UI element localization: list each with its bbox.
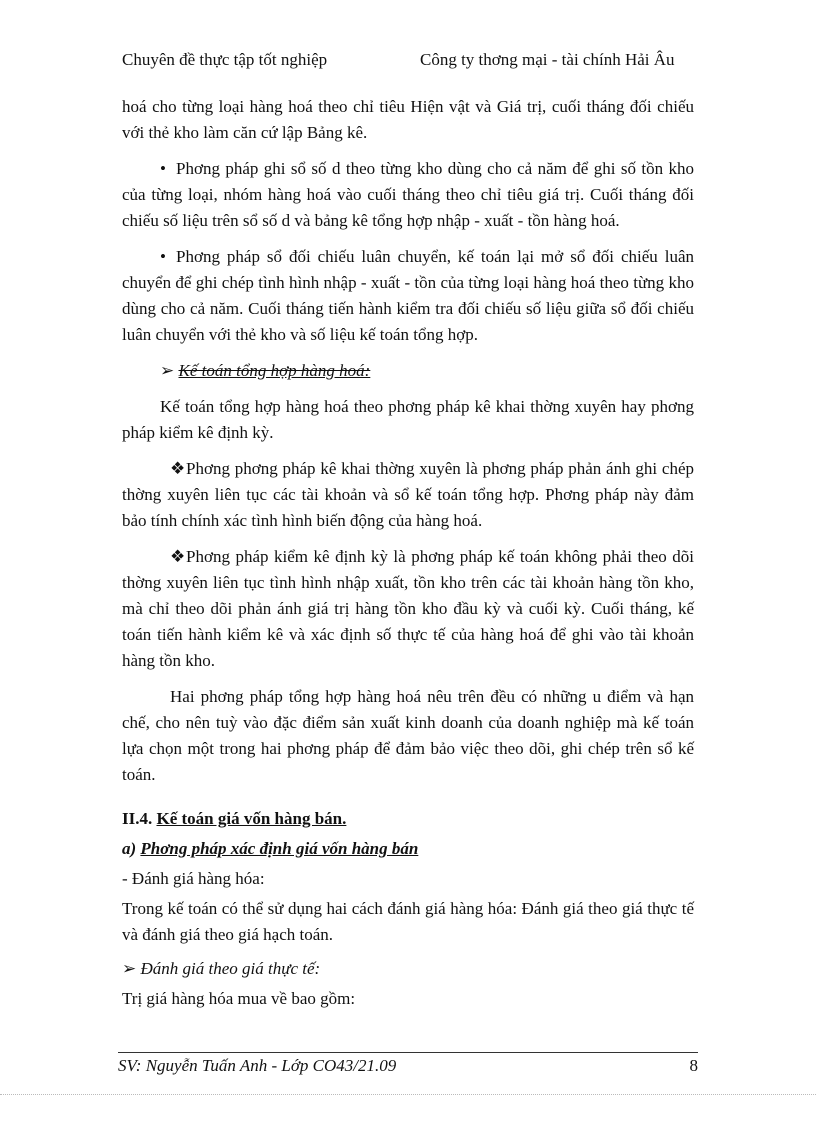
- bullet-icon: •: [160, 159, 166, 178]
- paragraph-bullet: • Phơng pháp ghi sổ số d theo từng kho dùng cho cả năm để ghi số tồn kho của từng loại, nhóm hàng hoá vào cuối tháng theo chỉ tiêu giá trị. Cuối tháng đối chiếu số liệu trên sổ số d và bảng kê tổng hợp nhập - xuất - tồn hàng hoá.: [122, 156, 694, 234]
- paragraph: Trong kế toán có thể sử dụng hai cách đánh giá hàng hóa: Đánh giá theo giá thực tế và đánh giá theo giá hạch toán.: [122, 899, 694, 944]
- footer-rule: [118, 1052, 698, 1053]
- section-heading: II.4. Kế toán giá vốn hàng bán.: [122, 809, 347, 828]
- header-right: Công ty thơng mại - tài chính Hải Âu: [420, 50, 675, 69]
- paragraph: Hai phơng pháp tổng hợp hàng hoá nêu trên đều có những u điểm và hạn chế, cho nên tuỳ vào đặc điểm sản xuất kinh doanh của doanh nghiệp mà kế toán lựa chọn một trong hai phơng pháp để đảm bảo việc theo dõi, ghi chép trên sổ kế toán.: [122, 687, 694, 784]
- footer-author: SV: Nguyễn Tuấn Anh - Lớp CO43/21.09: [118, 1056, 397, 1075]
- subsection-heading: a) Phơng pháp xác định giá vốn hàng bán: [122, 839, 419, 858]
- diamond-icon: ❖: [170, 459, 186, 478]
- paragraph-bullet: ❖Phơng pháp kiểm kê định kỳ là phơng pháp kế toán không phải theo dõi thờng xuyên liên tục tình hình nhập xuất, tồn kho trên các tài khoản hàng tồn kho, mà chỉ theo dõi phản ánh giá trị hàng tồn kho đầu kỳ và cuối kỳ. Cuối tháng, kế toán tiến hành kiểm kê và xác định số thực tế của hàng hoá để ghi vào tài khoản hàng tồn kho.: [122, 544, 694, 674]
- paragraph-bullet: • Phơng pháp sổ đối chiếu luân chuyển, kế toán lại mở sổ đối chiếu luân chuyển để ghi chép tình hình nhập - xuất - tồn của từng loại hàng hoá theo từng kho dùng cho cả năm. Cuối tháng tiến hành kiểm tra đối chiếu số liệu giữa sổ đối chiếu luân chuyển với thẻ kho và số liệu kế toán tổng hợp.: [122, 244, 694, 348]
- section-label: ➢ Kế toán tổng hợp hàng hoá:: [160, 361, 371, 380]
- arrow-icon: ➢: [160, 361, 175, 380]
- paragraph: hoá cho từng loại hàng hoá theo chỉ tiêu Hiện vật và Giá trị, cuối tháng đối chiếu với thẻ kho làm căn cứ lập Bảng kê.: [122, 97, 694, 142]
- page-number: 8: [689, 1056, 698, 1075]
- arrow-icon: ➢: [122, 959, 137, 978]
- section-label: ➢ Đánh giá theo giá thực tế:: [122, 959, 321, 978]
- page-header: [122, 50, 722, 74]
- header-left: Chuyên đề thực tập tốt nghiệp: [122, 50, 328, 69]
- document-body: [122, 94, 694, 1022]
- paragraph: Trị giá hàng hóa mua về bao gồm:: [122, 989, 356, 1008]
- diamond-icon: ❖: [170, 547, 186, 566]
- page-boundary: [0, 1094, 816, 1095]
- paragraph-bullet: ❖Phơng phơng pháp kê khai thờng xuyên là phơng pháp phản ánh ghi chép thờng xuyên liên tục các tài khoản và sổ kế toán tổng hợp. Phơng pháp này đảm bảo tính chính xác tình hình biến động của hàng hoá.: [122, 456, 694, 534]
- paragraph: Kế toán tổng hợp hàng hoá theo phơng pháp kê khai thờng xuyên hay phơng pháp kiểm kê định kỳ.: [122, 397, 694, 442]
- bullet-icon: •: [160, 247, 166, 266]
- paragraph: - Đánh giá hàng hóa:: [122, 869, 265, 888]
- page-footer: [118, 1056, 698, 1080]
